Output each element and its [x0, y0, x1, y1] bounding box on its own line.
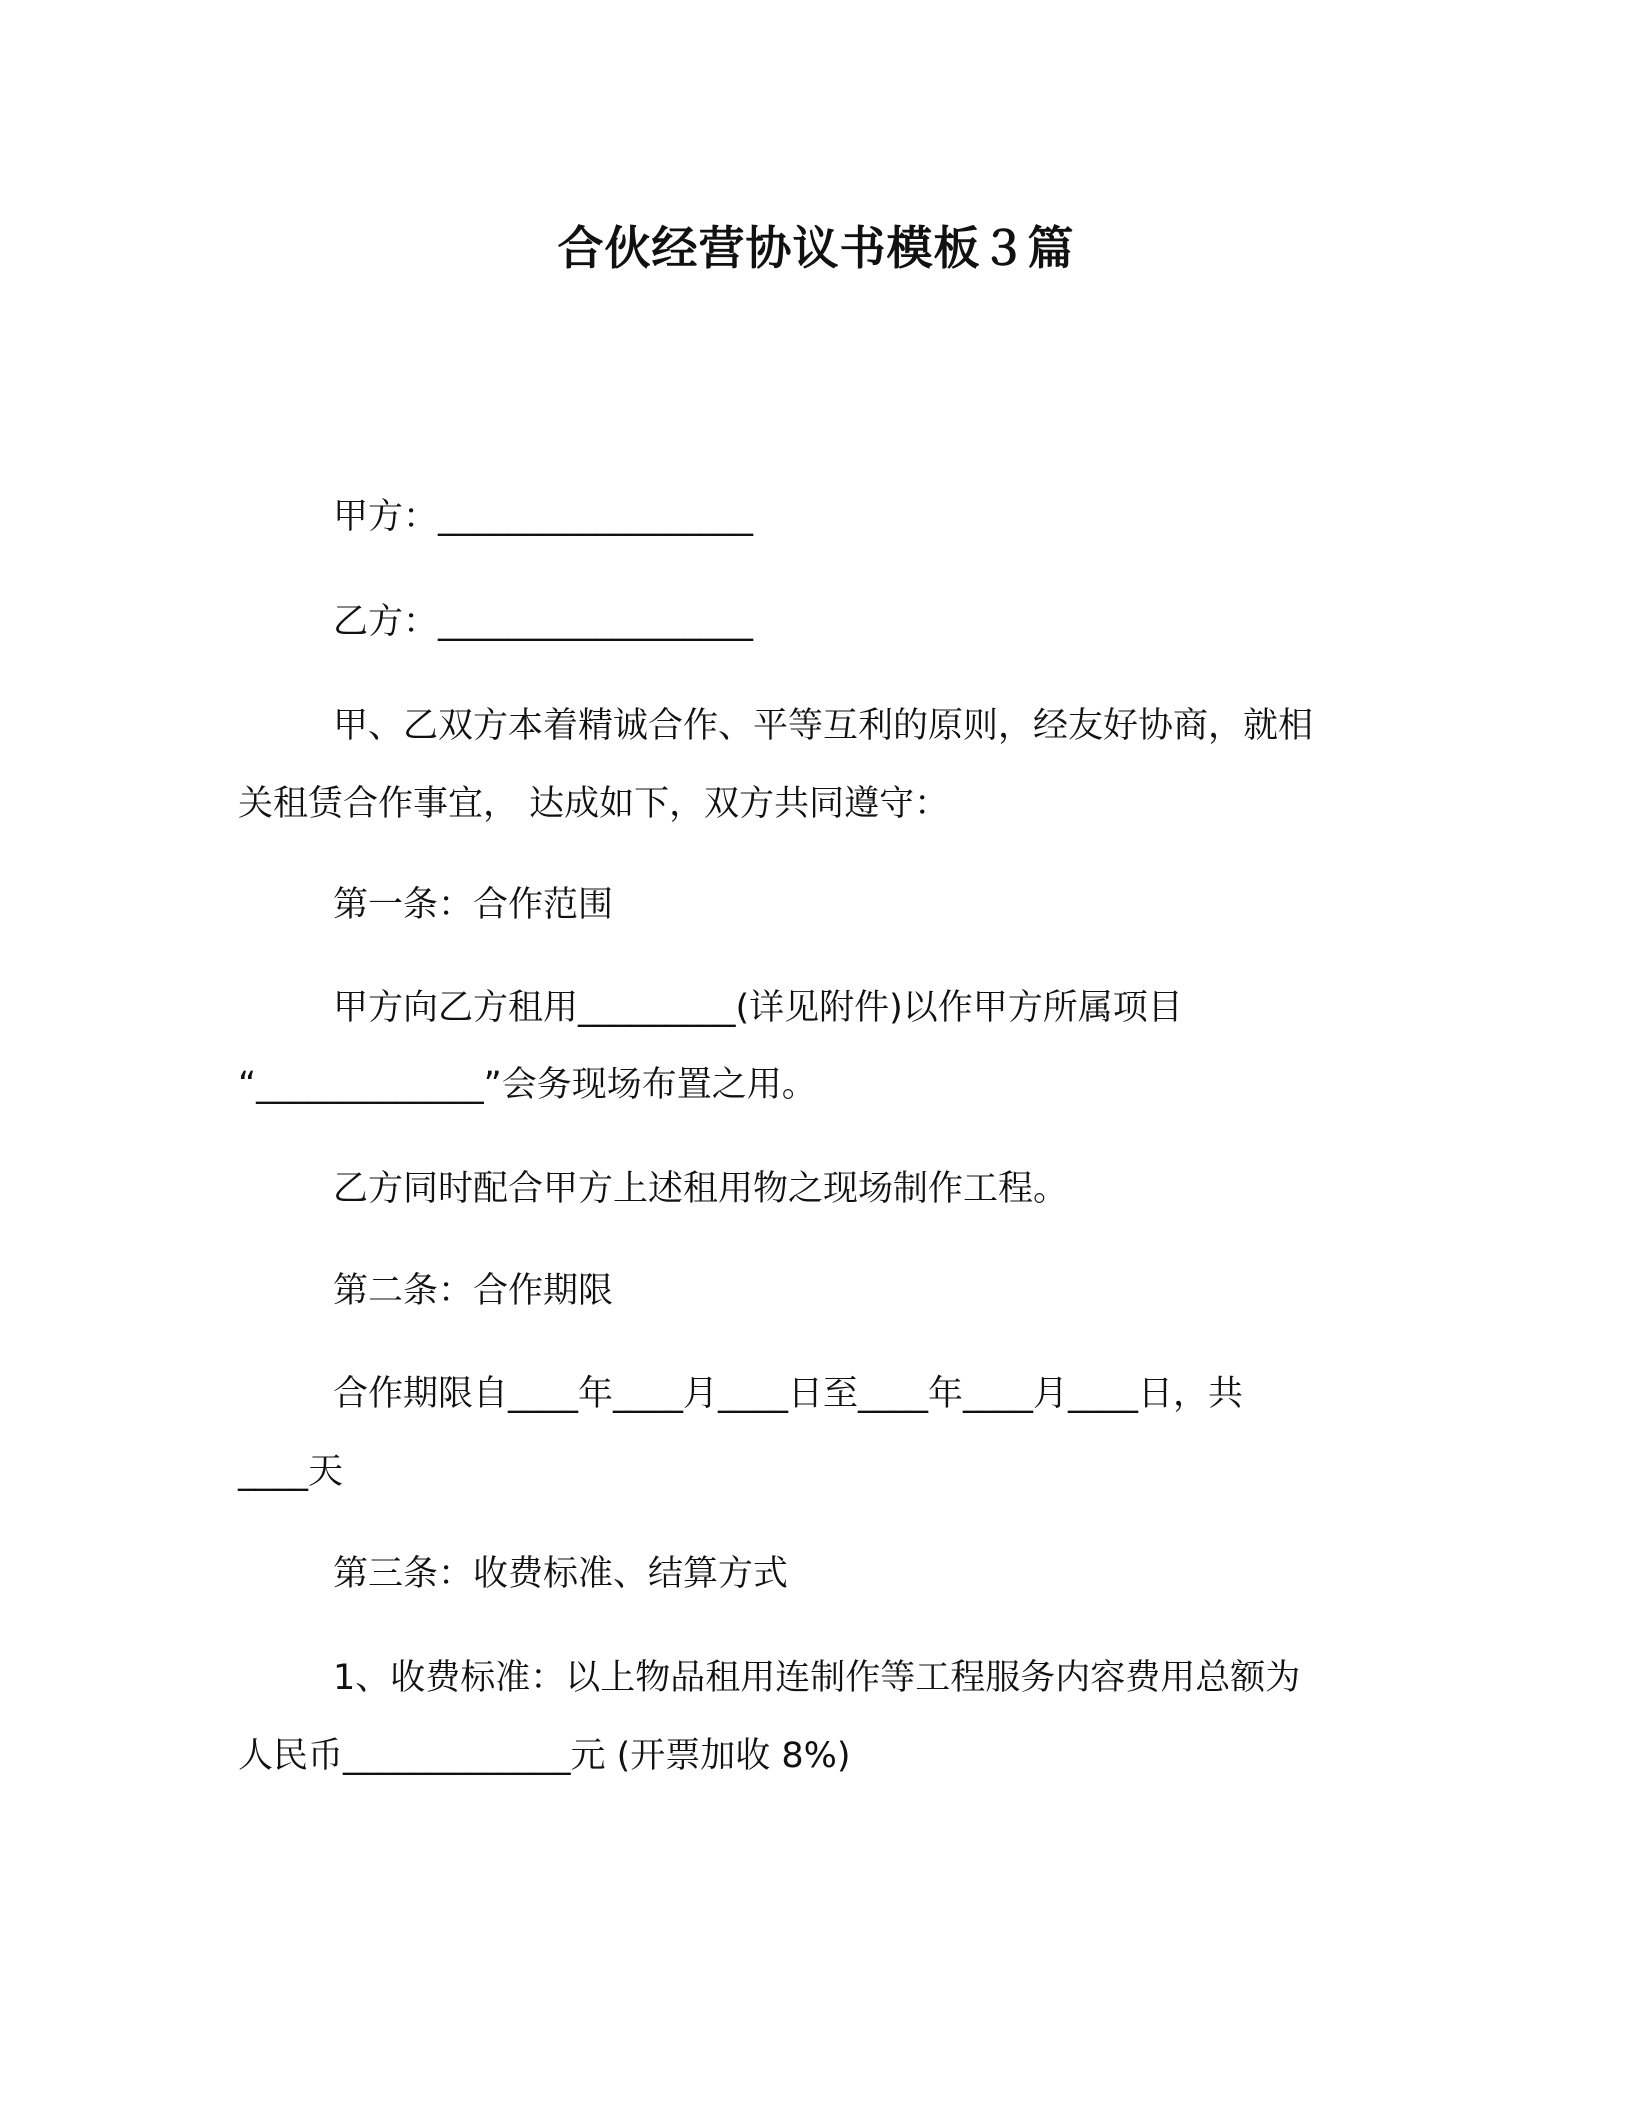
intro-line-1: 甲、乙双方本着精诚合作、平等互利的原则，经友好协商，就相: [333, 706, 1314, 746]
intro-line-2: 关租赁合作事宜， 达成如下，双方共同遵守：: [238, 784, 950, 824]
article-1-heading: 第一条：合作范围: [333, 885, 614, 925]
party-a-line: 甲方：__________________: [333, 497, 754, 537]
article-2-line-2: ____天: [238, 1452, 344, 1492]
article-2-line-1: 合作期限自____年____月____日至____年____月____日，共: [333, 1374, 1244, 1414]
article-3-heading: 第三条：收费标准、结算方式: [333, 1554, 789, 1594]
article-2-heading: 第二条：合作期限: [333, 1271, 614, 1311]
article-1-line-3: 乙方同时配合甲方上述租用物之现场制作工程。: [333, 1169, 1069, 1209]
party-b-line: 乙方：__________________: [333, 602, 754, 642]
article-1-line-2: “_____________”会务现场布置之用。: [238, 1065, 817, 1105]
article-3-line-1: 1、收费标准：以上物品租用连制作等工程服务内容费用总额为: [333, 1658, 1301, 1698]
article-3-line-2: 人民币_____________元 (开票加收 8%): [238, 1736, 851, 1776]
article-1-line-1: 甲方向乙方租用_________(详见附件)以作甲方所属项目: [333, 988, 1183, 1028]
document-title: 合伙经营协议书模板３篇: [557, 221, 1075, 275]
